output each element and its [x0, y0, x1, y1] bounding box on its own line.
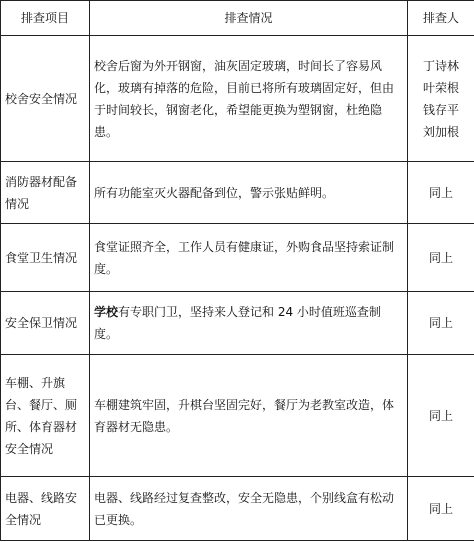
row-inspector: 同上 — [408, 292, 474, 355]
table-row — [1, 162, 474, 224]
row-item: 电器、线路安全情况 — [1, 477, 90, 541]
table-row — [1, 355, 474, 477]
row-situation: 校舍后窗为外开钢窗，油灰固定玻璃，时间长了容易风化，玻璃有掉落的危险，目前已将所有玻璃固定好，但由于时间较长，钢窗老化，希望能更换为塑钢窗，杜绝隐患。 — [90, 36, 408, 162]
row-item: 食堂卫生情况 — [1, 224, 90, 292]
row-situation — [90, 292, 408, 355]
row-situation: 电器、线路经过复查整改，安全无隐患，个别线盒有松动已更换。 — [90, 477, 408, 541]
table-row — [1, 477, 474, 541]
table-row — [1, 224, 474, 292]
row-inspector: 同上 — [408, 162, 474, 224]
situation-emphasis: 学校 — [94, 305, 119, 319]
table-header-row — [1, 1, 474, 36]
row-item: 车棚、升旗台、餐厅、厕所、体育器材安全情况 — [1, 355, 90, 477]
row-situation: 所有功能室灭火器配备到位，警示张贴鲜明。 — [90, 162, 408, 224]
row-item: 消防器材配备情况 — [1, 162, 90, 224]
table-row — [1, 292, 474, 355]
row-inspectors — [408, 36, 474, 162]
row-situation: 车棚建筑牢固，升棋台坚固完好，餐厅为老教室改造，体育器材无隐患。 — [90, 355, 408, 477]
inspector-name: 叶荣根 — [422, 80, 459, 95]
row-inspector: 同上 — [408, 477, 474, 541]
row-inspector: 同上 — [408, 224, 474, 292]
row-inspector: 同上 — [408, 355, 474, 477]
header-item: 排查项目 — [1, 1, 90, 36]
table-row — [1, 36, 474, 162]
situation-text: 有专职门卫，坚持来人登记和 24 小时值班巡查制度。 — [94, 305, 381, 341]
inspector-name: 刘加根 — [422, 124, 459, 139]
row-item: 安全保卫情况 — [1, 292, 90, 355]
header-situation: 排查情况 — [90, 1, 408, 36]
row-item: 校舍安全情况 — [1, 36, 90, 162]
inspector-name: 钱存平 — [422, 102, 459, 117]
inspector-name: 丁诗林 — [422, 58, 459, 73]
header-inspector: 排查人 — [408, 1, 474, 36]
row-situation: 食堂证照齐全，工作人员有健康证，外购食品坚持索证制度。 — [90, 224, 408, 292]
